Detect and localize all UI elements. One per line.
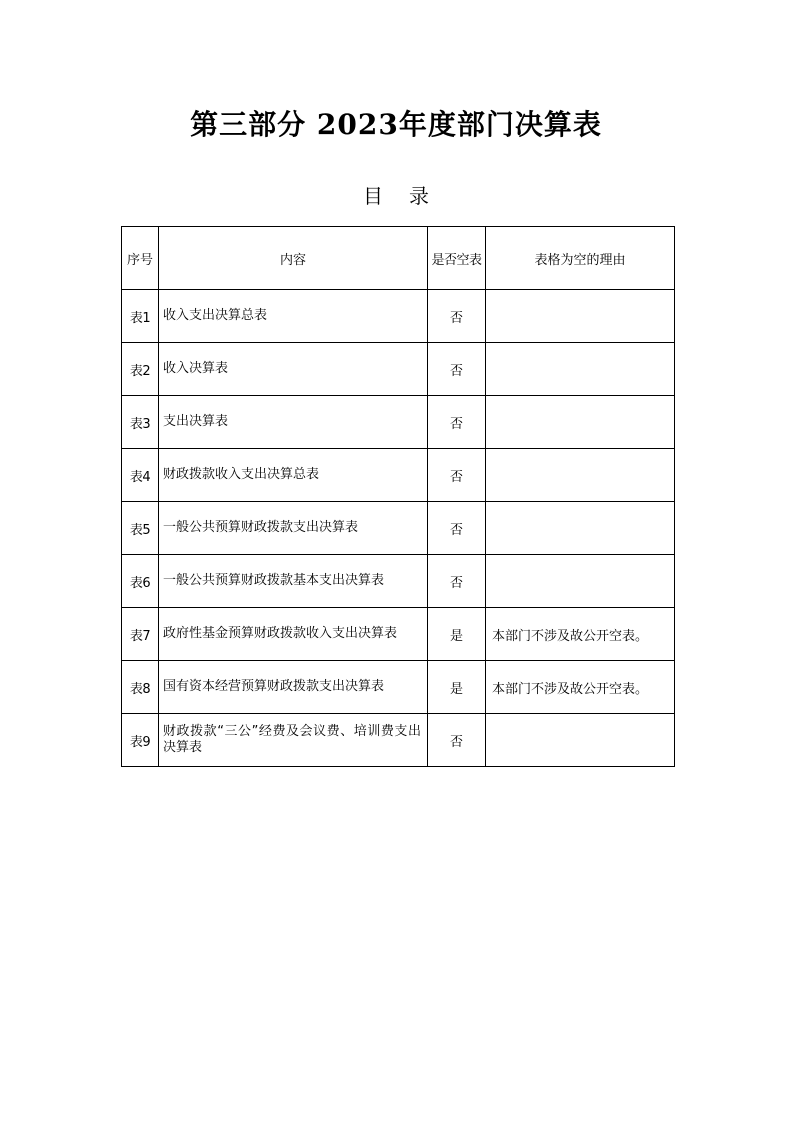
- row-is-empty: 否: [428, 555, 486, 608]
- toc-table: [121, 226, 675, 767]
- toc-title-char-1: 目: [363, 184, 383, 208]
- row-reason: 本部门不涉及故公开空表。: [486, 661, 675, 714]
- row-index: 表6: [122, 555, 159, 608]
- row-index: 表3: [122, 396, 159, 449]
- row-name: 收入决算表: [159, 343, 428, 396]
- row-is-empty: 否: [428, 449, 486, 502]
- table-header-row: [122, 227, 675, 290]
- table-row: [122, 343, 675, 396]
- row-index: 表8: [122, 661, 159, 714]
- table-row: [122, 661, 675, 714]
- row-name: 政府性基金预算财政拨款收入支出决算表: [159, 608, 428, 661]
- header-name: 内容: [159, 227, 428, 290]
- row-is-empty: 否: [428, 396, 486, 449]
- row-reason: [486, 396, 675, 449]
- row-is-empty: 是: [428, 661, 486, 714]
- row-reason: [486, 449, 675, 502]
- row-is-empty: 否: [428, 343, 486, 396]
- row-reason: 本部门不涉及故公开空表。: [486, 608, 675, 661]
- table-row: [122, 714, 675, 767]
- row-index: 表1: [122, 290, 159, 343]
- row-name: 收入支出决算总表: [159, 290, 428, 343]
- row-index: 表4: [122, 449, 159, 502]
- page-title: 第三部分 2023年度部门决算表: [190, 108, 602, 141]
- row-index: 表5: [122, 502, 159, 555]
- row-reason: [486, 555, 675, 608]
- table-row: [122, 608, 675, 661]
- header-index: 序号: [122, 227, 159, 290]
- row-name: 支出决算表: [159, 396, 428, 449]
- row-is-empty: 是: [428, 608, 486, 661]
- row-index: 表2: [122, 343, 159, 396]
- row-index: 表7: [122, 608, 159, 661]
- toc-title-char-2: 录: [409, 184, 429, 208]
- toc-title: [0, 180, 792, 212]
- row-reason: [486, 290, 675, 343]
- table-row: [122, 555, 675, 608]
- header-reason: 表格为空的理由: [486, 227, 675, 290]
- row-name: 一般公共预算财政拨款基本支出决算表: [159, 555, 428, 608]
- row-name: 财政拨款收入支出决算总表: [159, 449, 428, 502]
- table-row: [122, 290, 675, 343]
- table-row: [122, 502, 675, 555]
- row-reason: [486, 343, 675, 396]
- row-name: 国有资本经营预算财政拨款支出决算表: [159, 661, 428, 714]
- table-row: [122, 449, 675, 502]
- row-reason: [486, 502, 675, 555]
- row-index: 表9: [122, 714, 159, 767]
- table-row: [122, 396, 675, 449]
- row-name: 一般公共预算财政拨款支出决算表: [159, 502, 428, 555]
- row-reason: [486, 714, 675, 767]
- row-name: 财政拨款“三公”经费及会议费、培训费支出决算表: [159, 714, 428, 767]
- header-is-empty: 是否空表: [428, 227, 486, 290]
- row-is-empty: 否: [428, 714, 486, 767]
- row-is-empty: 否: [428, 502, 486, 555]
- row-is-empty: 否: [428, 290, 486, 343]
